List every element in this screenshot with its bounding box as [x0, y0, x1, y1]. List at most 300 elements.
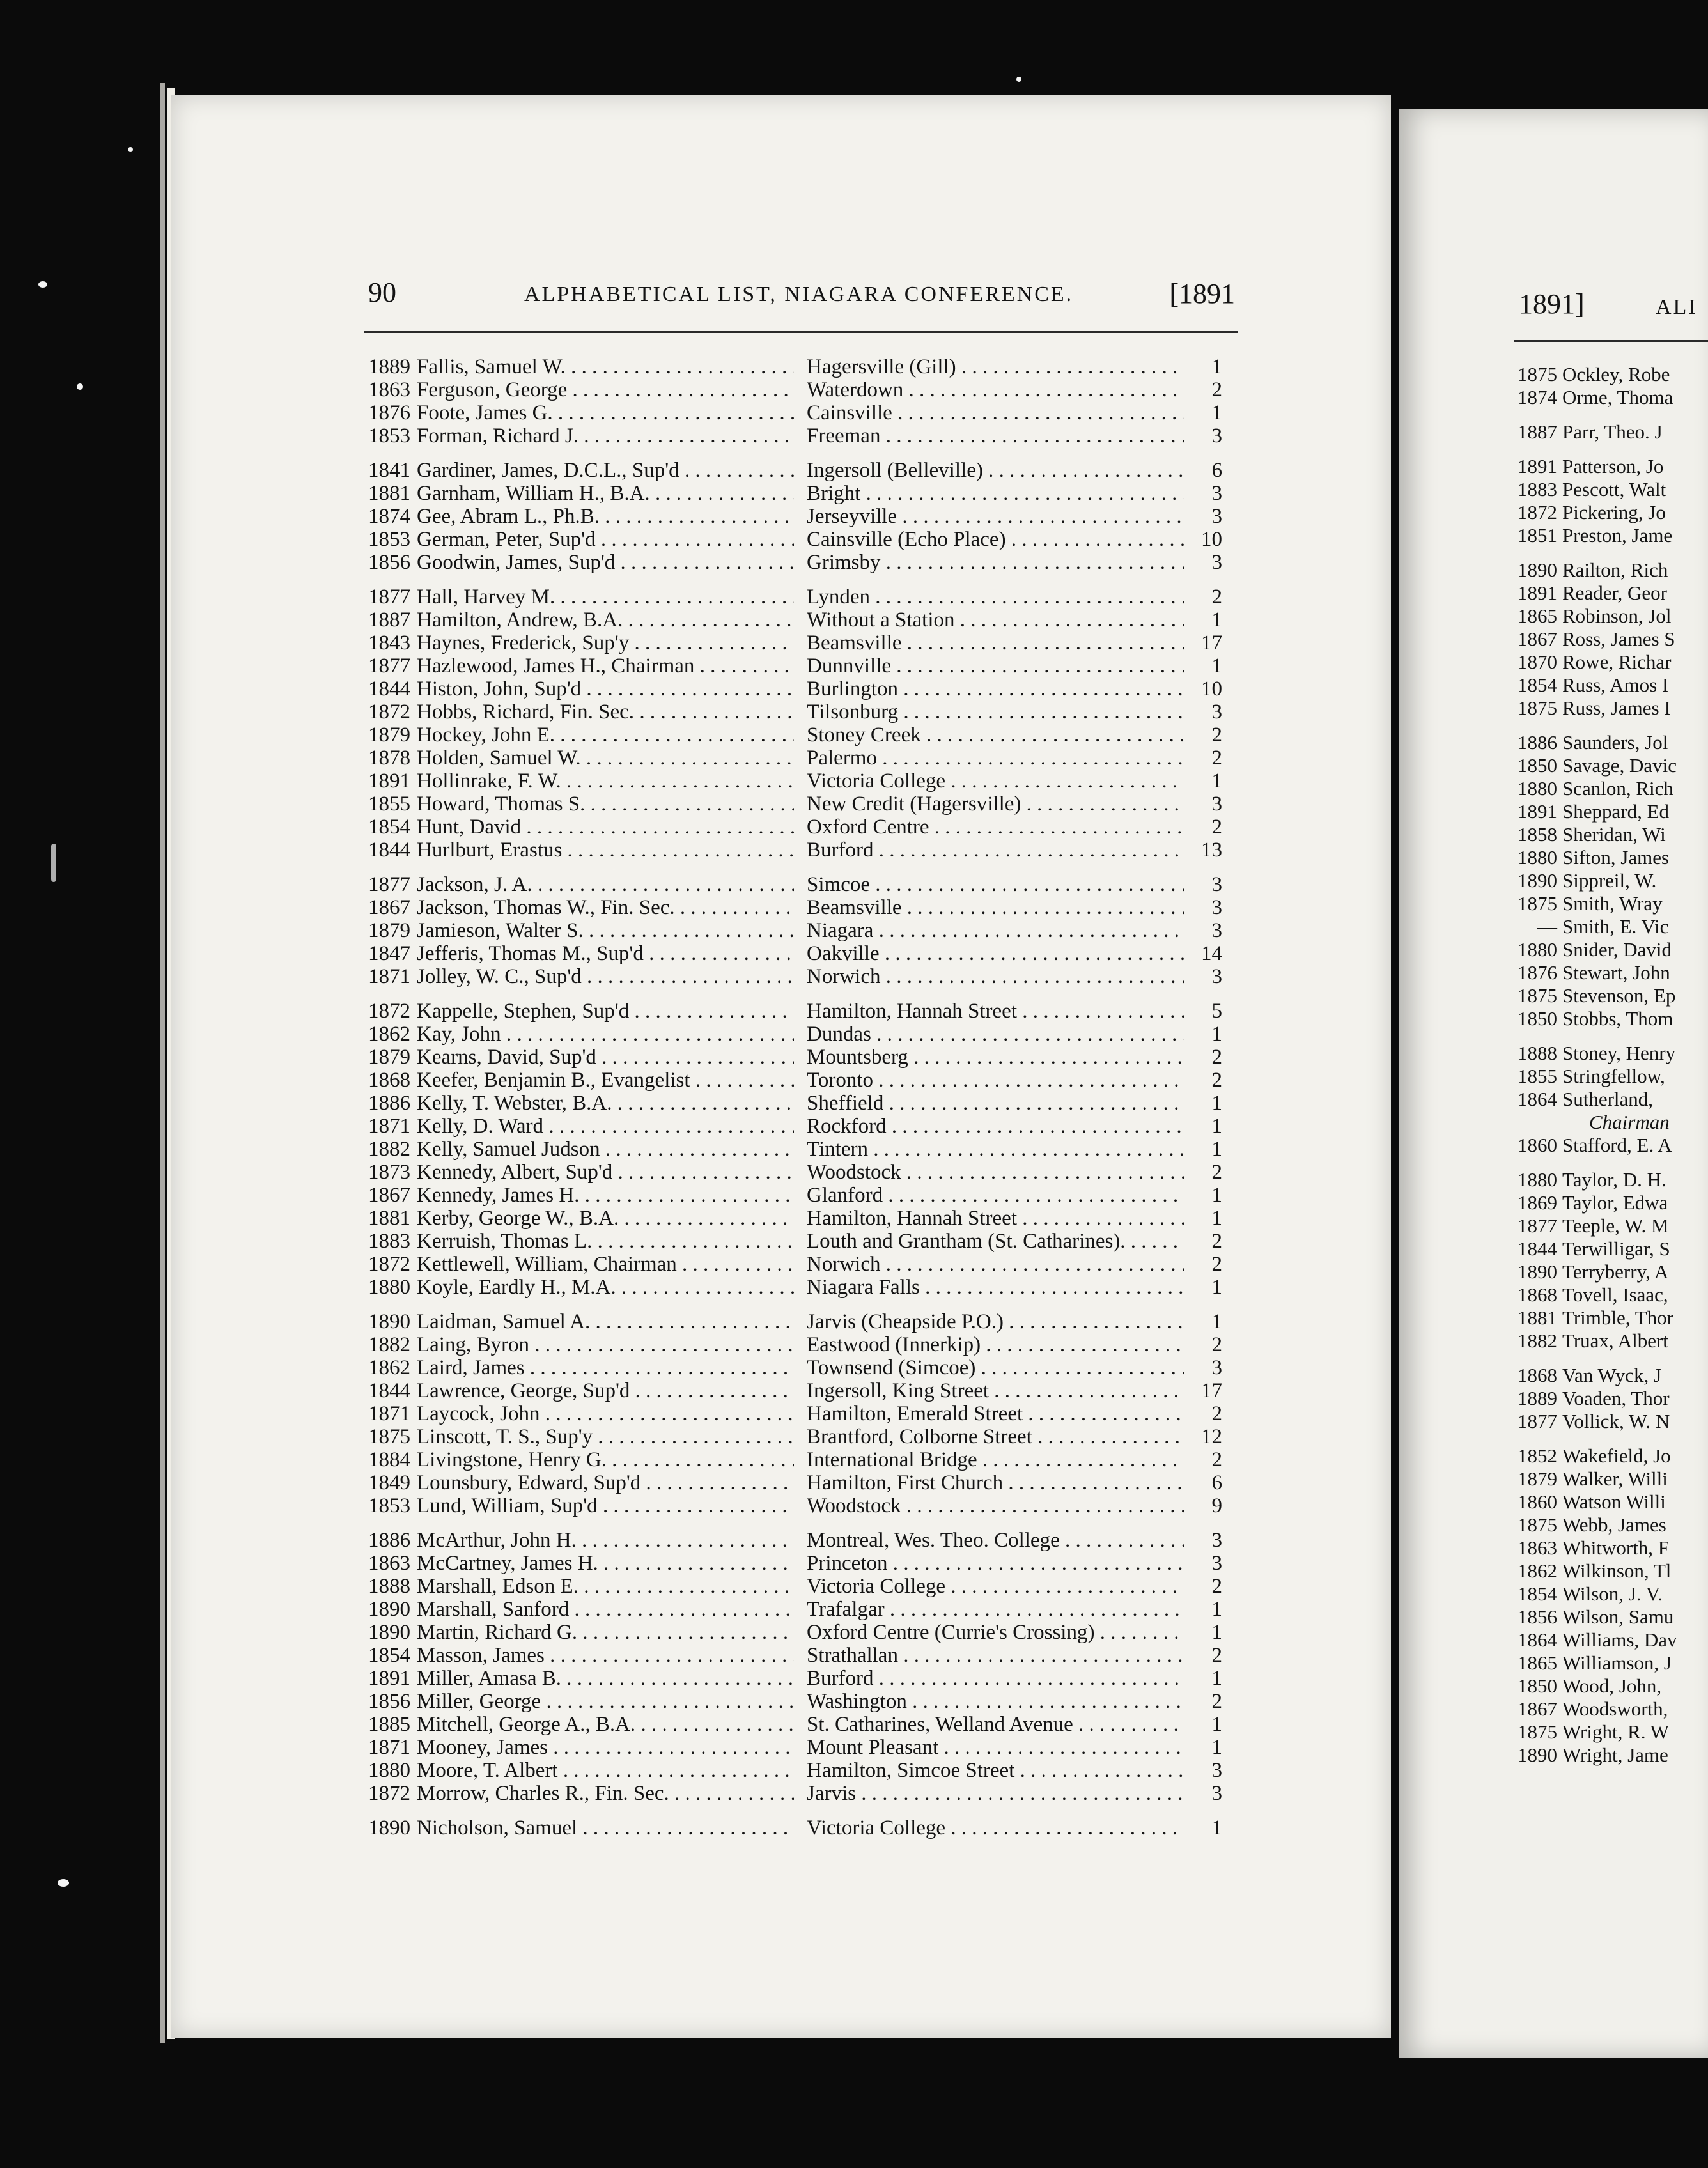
- list-entry: [1512, 1467, 1708, 1491]
- list-entry: [366, 1069, 1235, 1092]
- entry-station: Hamilton, Emerald Street . . .: [807, 1402, 1184, 1425]
- entry-name: Rowe, Richar: [1562, 651, 1672, 673]
- entry-name: Robinson, Jol: [1562, 605, 1672, 627]
- entry-year: 1852: [1518, 1444, 1557, 1467]
- entry-name: Sheppard, Ed: [1562, 800, 1670, 823]
- entry-name: Jolley, W. C., Sup'd . . .: [417, 965, 794, 988]
- list-entry: [366, 1000, 1235, 1023]
- entry-station: Jarvis . . .: [807, 1782, 1184, 1805]
- entry-station: Washington . . .: [807, 1690, 1184, 1713]
- entry-name: Williamson, J: [1562, 1652, 1672, 1674]
- entry-station: Hamilton, First Church . . .: [807, 1471, 1184, 1494]
- entry-station: Jerseyville . . .: [807, 505, 1184, 528]
- list-entry: [1512, 1260, 1708, 1283]
- entry-year: 1875: [368, 1425, 410, 1448]
- entry-count: 2: [1211, 1161, 1222, 1184]
- list-entry: [366, 608, 1235, 631]
- entry-name: Kettlewell, William, Chairman . . .: [417, 1253, 794, 1276]
- entry-name: Stoney, Henry: [1562, 1042, 1676, 1064]
- list-entry: [366, 1310, 1235, 1333]
- right-header-rule: [1514, 340, 1708, 342]
- entry-year: 1872: [368, 1782, 410, 1805]
- page-number: 90: [368, 277, 396, 308]
- list-entry: [366, 942, 1235, 965]
- entry-name: Reader, Geor: [1562, 582, 1668, 604]
- entry-count: 6: [1211, 459, 1222, 482]
- entry-count: 2: [1211, 1644, 1222, 1667]
- entry-year: 1890: [1518, 1260, 1557, 1283]
- entry-station: Niagara Falls . . .: [807, 1276, 1184, 1299]
- entry-count: 3: [1211, 793, 1222, 816]
- entry-count: 2: [1211, 1575, 1222, 1598]
- entry-year: 1868: [1518, 1364, 1557, 1386]
- entry-name: Linscott, T. S., Sup'y . . .: [417, 1425, 794, 1448]
- list-entry: [366, 482, 1235, 505]
- list-entry: [1512, 800, 1708, 823]
- entry-name: Wright, Jame: [1562, 1744, 1668, 1766]
- entry-year: 1872: [368, 701, 410, 724]
- list-entry: [1512, 1537, 1708, 1560]
- entry-year: 1871: [368, 1115, 410, 1138]
- entry-name: Wilson, Samu: [1562, 1606, 1674, 1628]
- list-entry: [366, 1575, 1235, 1598]
- entry-name: Walker, Willi: [1562, 1467, 1668, 1490]
- list-entry: [366, 585, 1235, 608]
- entry-count: 3: [1211, 1529, 1222, 1552]
- right-header-year: 1891]: [1519, 288, 1585, 320]
- entry-name: Trimble, Thor: [1562, 1306, 1673, 1329]
- entry-count: 3: [1211, 1782, 1222, 1805]
- entry-count: 10: [1201, 528, 1222, 551]
- entry-count: 6: [1211, 1471, 1222, 1494]
- entry-station: Stoney Creek . . .: [807, 724, 1184, 747]
- entry-year: 1867: [1518, 1698, 1557, 1720]
- entry-station: Montreal, Wes. Theo. College . . .: [807, 1529, 1184, 1552]
- entry-count: 2: [1211, 1230, 1222, 1253]
- entry-name: Stobbs, Thom: [1562, 1007, 1673, 1030]
- entry-name: Kay, John . . .: [417, 1023, 794, 1046]
- entry-count: 3: [1211, 1356, 1222, 1379]
- list-entry: [1512, 1514, 1708, 1537]
- entry-name: Marshall, Sanford . . .: [417, 1598, 794, 1621]
- entry-station: Strathallan . . .: [807, 1644, 1184, 1667]
- list-entry: [1512, 1088, 1708, 1111]
- entry-count: 1: [1211, 770, 1222, 793]
- entry-count: 3: [1211, 551, 1222, 574]
- entry-station: Oxford Centre (Currie's Crossing) . . .: [807, 1621, 1184, 1644]
- entry-name: Wood, John,: [1562, 1675, 1662, 1697]
- entry-name: Whitworth, F: [1562, 1537, 1670, 1559]
- list-entry: [1512, 524, 1708, 547]
- entry-year: 1864: [1518, 1088, 1557, 1110]
- entry-name: Stafford, E. A: [1562, 1134, 1672, 1156]
- list-entry: [1512, 938, 1708, 961]
- entry-name: Pickering, Jo: [1562, 501, 1666, 523]
- list-entry: [366, 424, 1235, 447]
- entry-count: 3: [1211, 965, 1222, 988]
- entry-name: Chairman: [1589, 1111, 1670, 1133]
- list-entry: [366, 401, 1235, 424]
- entry-name: Histon, John, Sup'd . . .: [417, 678, 794, 701]
- dust-speck: [1016, 77, 1021, 82]
- entry-station: Dunnville . . .: [807, 654, 1184, 678]
- entry-year: 1891: [1518, 455, 1557, 477]
- list-entry: [366, 1379, 1235, 1402]
- entry-year: 1851: [1518, 524, 1557, 546]
- entry-count: 2: [1211, 1402, 1222, 1425]
- list-entry: [1512, 1191, 1708, 1214]
- list-entry: [1512, 1387, 1708, 1410]
- entry-name: Kerby, George W., B.A. . . .: [417, 1207, 794, 1230]
- entry-year: 1876: [368, 401, 410, 424]
- entry-year: 1871: [368, 1402, 410, 1425]
- entry-name: Keefer, Benjamin B., Evangelist . . .: [417, 1069, 794, 1092]
- list-entry: [366, 1402, 1235, 1425]
- entry-year: 1888: [1518, 1042, 1557, 1064]
- list-entry: [1512, 363, 1708, 386]
- entry-name: Hurlburt, Erastus . . .: [417, 839, 794, 862]
- list-entry: [1512, 1629, 1708, 1652]
- entry-name: Williams, Dav: [1562, 1629, 1677, 1651]
- entry-year: 1844: [368, 678, 410, 701]
- entry-year: 1847: [368, 942, 410, 965]
- entry-year: 1853: [368, 1494, 410, 1517]
- list-entry: [366, 378, 1235, 401]
- list-entry: [1512, 915, 1708, 938]
- entry-name: Laidman, Samuel A. . . .: [417, 1310, 794, 1333]
- list-entry: [1512, 1675, 1708, 1698]
- entry-count: 1: [1211, 1736, 1222, 1759]
- entry-name: Ockley, Robe: [1562, 363, 1670, 385]
- entry-name: Kennedy, Albert, Sup'd . . .: [417, 1161, 794, 1184]
- entry-year: 1875: [1518, 697, 1557, 719]
- list-entry: [1512, 1065, 1708, 1088]
- entry-count: 1: [1211, 1023, 1222, 1046]
- list-entry: [366, 1138, 1235, 1161]
- entry-name: Sutherland,: [1562, 1088, 1654, 1110]
- entry-station: Eastwood (Innerkip) . . .: [807, 1333, 1184, 1356]
- entry-year: 1890: [368, 1310, 410, 1333]
- entry-name: Terwilligar, S: [1562, 1237, 1670, 1260]
- list-entry: [1512, 1491, 1708, 1514]
- list-entry: [366, 1207, 1235, 1230]
- entry-year: 1864: [1518, 1629, 1557, 1651]
- right-list: [1512, 363, 1708, 1767]
- entry-name: McArthur, John H. . . .: [417, 1529, 794, 1552]
- list-entry: [366, 1598, 1235, 1621]
- entry-name: Woodsworth,: [1562, 1698, 1668, 1720]
- list-entry: [1512, 1329, 1708, 1352]
- entry-name: Kerruish, Thomas L. . . .: [417, 1230, 794, 1253]
- list-entry: [366, 1333, 1235, 1356]
- entry-station: Grimsby . . .: [807, 551, 1184, 574]
- entry-station: Lynden . . .: [807, 585, 1184, 608]
- list-entry: [1512, 651, 1708, 674]
- entry-name: Hollinrake, F. W. . . .: [417, 770, 794, 793]
- entry-count: 3: [1211, 919, 1222, 942]
- list-entry: [366, 1161, 1235, 1184]
- entry-year: 1854: [368, 816, 410, 839]
- entry-count: 1: [1211, 355, 1222, 378]
- list-entry: [366, 1713, 1235, 1736]
- entry-year: 1844: [368, 839, 410, 862]
- entry-name: Sheridan, Wi: [1562, 823, 1666, 846]
- entry-station: Bright . . .: [807, 482, 1184, 505]
- entry-year: 1867: [1518, 628, 1557, 650]
- entry-station: Hamilton, Hannah Street . . .: [807, 1000, 1184, 1023]
- entry-year: 1879: [368, 1046, 410, 1069]
- list-entry: [366, 1529, 1235, 1552]
- entry-station: Oxford Centre . . .: [807, 816, 1184, 839]
- entry-year: 1877: [368, 585, 410, 608]
- entry-name: Miller, Amasa B. . . .: [417, 1667, 794, 1690]
- entry-year: 1877: [1518, 1214, 1557, 1237]
- entry-name: Watson Willi: [1562, 1491, 1666, 1513]
- entry-name: Smith, Wray: [1562, 892, 1663, 915]
- list-entry: [366, 459, 1235, 482]
- entry-station: Toronto . . .: [807, 1069, 1184, 1092]
- entry-station: Ingersoll (Belleville) . . .: [807, 459, 1184, 482]
- entry-year: 1855: [368, 793, 410, 816]
- entry-year: 1878: [368, 747, 410, 770]
- entry-station: Waterdown . . .: [807, 378, 1184, 401]
- entry-station: Hamilton, Simcoe Street . . .: [807, 1759, 1184, 1782]
- entry-year: 1863: [368, 1552, 410, 1575]
- entry-station: Dundas . . .: [807, 1023, 1184, 1046]
- entry-count: 1: [1211, 1138, 1222, 1161]
- entry-name: Orme, Thoma: [1562, 386, 1673, 408]
- entry-year: 1885: [368, 1713, 410, 1736]
- dust-speck: [128, 147, 133, 152]
- entry-year: 1880: [1518, 1168, 1557, 1191]
- entry-year: 1879: [368, 919, 410, 942]
- entry-year: 1888: [368, 1575, 410, 1598]
- entry-year: 1868: [368, 1069, 410, 1092]
- entry-station: Oakville . . .: [807, 942, 1184, 965]
- entry-year: 1880: [1518, 938, 1557, 961]
- entry-station: Niagara . . .: [807, 919, 1184, 942]
- entry-count: 2: [1211, 585, 1222, 608]
- entry-year: 1887: [1518, 421, 1557, 443]
- entry-station: Brantford, Colborne Street . . .: [807, 1425, 1184, 1448]
- entry-station: Norwich . . .: [807, 1253, 1184, 1276]
- entry-year: 1875: [1518, 1514, 1557, 1536]
- entry-name: Wright, R. W: [1562, 1721, 1669, 1743]
- entry-count: 3: [1211, 873, 1222, 896]
- list-entry: [366, 1276, 1235, 1299]
- entry-name: Saunders, Jol: [1562, 731, 1668, 754]
- entry-year: 1868: [1518, 1283, 1557, 1306]
- list-entry: [366, 1621, 1235, 1644]
- entry-name: Moore, T. Albert . . .: [417, 1759, 794, 1782]
- entry-name: Teeple, W. M: [1562, 1214, 1669, 1237]
- entry-name: Gee, Abram L., Ph.B. . . .: [417, 505, 794, 528]
- entry-name: Howard, Thomas S. . . .: [417, 793, 794, 816]
- entry-name: Kappelle, Stephen, Sup'd . . .: [417, 1000, 794, 1023]
- entry-year: 1881: [1518, 1306, 1557, 1329]
- list-entry: [366, 505, 1235, 528]
- list-entry: [1512, 1698, 1708, 1721]
- list-entry: [1512, 1134, 1708, 1157]
- entry-year: 1871: [368, 965, 410, 988]
- entry-station: Woodstock . . .: [807, 1161, 1184, 1184]
- list-entry: [366, 1471, 1235, 1494]
- list-entry: [366, 1230, 1235, 1253]
- list-entry: [1512, 1560, 1708, 1583]
- entry-name: Vollick, W. N: [1562, 1410, 1670, 1432]
- list-entry: [1512, 1111, 1708, 1134]
- entry-station: Hamilton, Hannah Street . . .: [807, 1207, 1184, 1230]
- dust-speck: [38, 281, 47, 288]
- entry-year: 1865: [1518, 1652, 1557, 1674]
- entry-name: Patterson, Jo: [1562, 455, 1664, 477]
- entry-year: 1875: [1518, 984, 1557, 1007]
- entry-name: Mitchell, George A., B.A. . . .: [417, 1713, 794, 1736]
- entry-year: 1875: [1518, 892, 1557, 915]
- list-entry: [1512, 1410, 1708, 1433]
- list-entry: [366, 1092, 1235, 1115]
- list-entry: [366, 678, 1235, 701]
- entry-year: 1884: [368, 1448, 410, 1471]
- entry-year: 1890: [1518, 559, 1557, 581]
- left-list: [366, 355, 1235, 1839]
- list-entry: [366, 747, 1235, 770]
- list-entry: [366, 1494, 1235, 1517]
- entry-name: Hall, Harvey M. . . .: [417, 585, 794, 608]
- entry-year: 1854: [1518, 674, 1557, 696]
- list-entry: [366, 1115, 1235, 1138]
- entry-name: Lund, William, Sup'd . . .: [417, 1494, 794, 1517]
- entry-year: 1879: [1518, 1467, 1557, 1490]
- entry-station: Princeton . . .: [807, 1552, 1184, 1575]
- entry-name: Holden, Samuel W. . . .: [417, 747, 794, 770]
- entry-count: 2: [1211, 1069, 1222, 1092]
- entry-name: Hunt, David . . .: [417, 816, 794, 839]
- entry-year: 1890: [1518, 1744, 1557, 1766]
- entry-year: 1867: [368, 1184, 410, 1207]
- entry-station: Trafalgar . . .: [807, 1598, 1184, 1621]
- entry-name: Martin, Richard G. . . .: [417, 1621, 794, 1644]
- entry-count: 3: [1211, 1759, 1222, 1782]
- entry-count: 1: [1211, 1115, 1222, 1138]
- entry-name: Koyle, Eardly H., M.A. . . .: [417, 1276, 794, 1299]
- entry-count: 3: [1211, 896, 1222, 919]
- entry-year: 1870: [1518, 651, 1557, 673]
- list-entry: [366, 1184, 1235, 1207]
- entry-name: Fallis, Samuel W. . . .: [417, 355, 794, 378]
- list-entry: [1512, 455, 1708, 478]
- entry-name: Laing, Byron . . .: [417, 1333, 794, 1356]
- list-entry: [1512, 754, 1708, 777]
- entry-name: Russ, James I: [1562, 697, 1671, 719]
- entry-year: 1871: [368, 1736, 410, 1759]
- entry-year: 1890: [368, 1816, 410, 1839]
- entry-count: 9: [1211, 1494, 1222, 1517]
- entry-name: Savage, Davic: [1562, 754, 1677, 777]
- entry-name: Kennedy, James H. . . .: [417, 1184, 794, 1207]
- list-entry: [366, 1023, 1235, 1046]
- entry-year: 1850: [1518, 1007, 1557, 1030]
- entry-year: 1853: [368, 424, 410, 447]
- entry-year: 1875: [1518, 1721, 1557, 1743]
- list-entry: [1512, 1652, 1708, 1675]
- entry-station: Burlington . . .: [807, 678, 1184, 701]
- list-entry: [1512, 846, 1708, 869]
- list-entry: [366, 1644, 1235, 1667]
- entry-year: 1882: [368, 1333, 410, 1356]
- entry-name: Kelly, T. Webster, B.A. . . .: [417, 1092, 794, 1115]
- entry-count: 1: [1211, 1598, 1222, 1621]
- list-entry: [1512, 501, 1708, 524]
- entry-year: 1877: [368, 654, 410, 678]
- entry-year: 1863: [1518, 1537, 1557, 1559]
- entry-year: 1886: [368, 1529, 410, 1552]
- entry-name: Jackson, Thomas W., Fin. Sec. . . .: [417, 896, 794, 919]
- list-entry: [366, 873, 1235, 896]
- entry-count: 2: [1211, 1690, 1222, 1713]
- dust-speck: [58, 1879, 69, 1887]
- list-entry: [1512, 421, 1708, 444]
- entry-year: 1862: [368, 1023, 410, 1046]
- entry-year: 1881: [368, 1207, 410, 1230]
- list-entry: [366, 1690, 1235, 1713]
- entry-year: 1880: [1518, 846, 1557, 869]
- list-entry: [366, 1356, 1235, 1379]
- entry-year: 1873: [368, 1161, 410, 1184]
- entry-name: Truax, Albert: [1562, 1329, 1668, 1352]
- list-entry: [1512, 1168, 1708, 1191]
- entry-year: 1872: [368, 1253, 410, 1276]
- entry-year: 1869: [1518, 1191, 1557, 1214]
- entry-station: Cainsville (Echo Place) . . .: [807, 528, 1184, 551]
- entry-station: Beamsville . . .: [807, 896, 1184, 919]
- entry-count: 14: [1201, 942, 1222, 965]
- list-entry: [366, 631, 1235, 654]
- entry-year: 1889: [368, 355, 410, 378]
- entry-count: 1: [1211, 654, 1222, 678]
- entry-name: Jamieson, Walter S. . . .: [417, 919, 794, 942]
- dust-speck: [77, 383, 83, 390]
- entry-year: 1865: [1518, 605, 1557, 627]
- entry-year: 1854: [368, 1644, 410, 1667]
- entry-count: 3: [1211, 701, 1222, 724]
- entry-year: 1880: [1518, 777, 1557, 800]
- entry-name: Taylor, Edwa: [1562, 1191, 1668, 1214]
- entry-year: 1872: [368, 1000, 410, 1023]
- entry-year: 1891: [368, 1667, 410, 1690]
- entry-name: Railton, Rich: [1562, 559, 1668, 581]
- entry-count: 17: [1201, 1379, 1222, 1402]
- entry-name: Russ, Amos I: [1562, 674, 1669, 696]
- entry-station: Victoria College . . .: [807, 770, 1184, 793]
- header-year: [1891: [1169, 278, 1235, 309]
- entry-name: Ross, James S: [1562, 628, 1675, 650]
- list-entry: [366, 1816, 1235, 1839]
- entry-year: 1891: [1518, 800, 1557, 823]
- list-entry: [1512, 674, 1708, 697]
- entry-name: Kelly, Samuel Judson . . .: [417, 1138, 794, 1161]
- list-entry: [1512, 1042, 1708, 1065]
- entry-year: 1891: [368, 770, 410, 793]
- entry-station: Victoria College . . .: [807, 1575, 1184, 1598]
- entry-name: Parr, Theo. J: [1562, 421, 1663, 443]
- entry-year: 1844: [1518, 1237, 1557, 1260]
- entry-name: Smith, E. Vic: [1562, 915, 1669, 938]
- entry-count: 1: [1211, 1621, 1222, 1644]
- list-entry: [1512, 605, 1708, 628]
- entry-year: 1872: [1518, 501, 1557, 523]
- entry-year: 1877: [368, 873, 410, 896]
